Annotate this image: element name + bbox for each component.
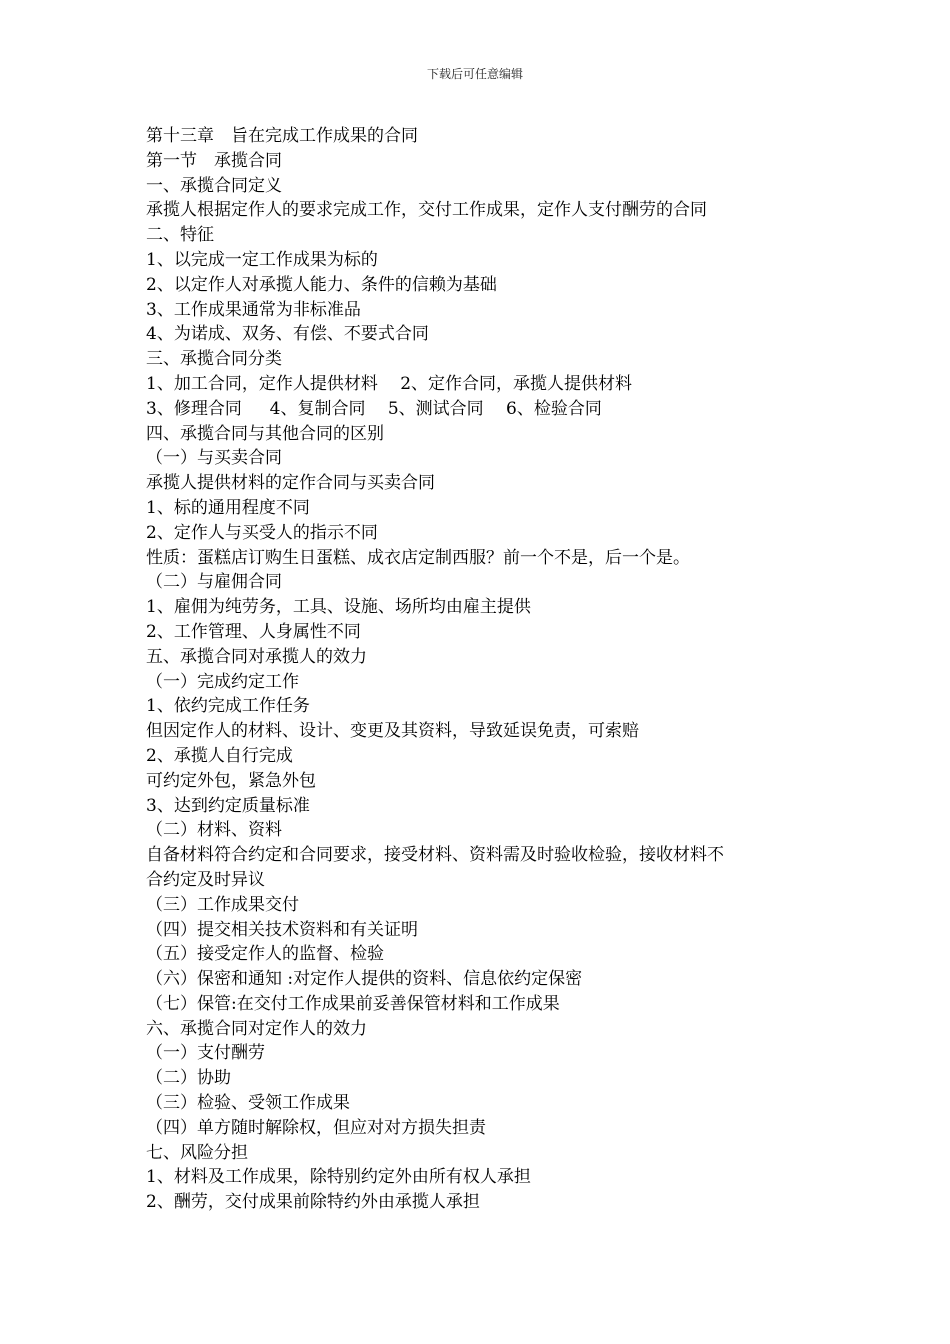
list-item: 1、依约完成工作任务	[146, 696, 310, 717]
list-item: 1、标的通用程度不同	[146, 497, 310, 518]
paragraph: 但因定作人的材料、设计、变更及其资料，导致延误免责，可索赔	[146, 721, 639, 742]
document-body	[146, 124, 806, 1215]
paragraph: 自备材料符合约定和合同要求，接受材料、资料需及时验收检验，接收材料不	[146, 845, 724, 866]
subheading: （四）单方随时解除权，但应对对方损失担责	[146, 1117, 486, 1138]
paragraph: 承揽人根据定作人的要求完成工作，交付工作成果，定作人支付酬劳的合同	[146, 200, 707, 221]
list-item: 3、达到约定质量标准	[146, 795, 310, 816]
heading: 六、承揽合同对定作人的效力	[146, 1018, 367, 1039]
paragraph-continuation: 合约定及时异议	[146, 869, 265, 890]
subheading: （五）接受定作人的监督、检验	[146, 944, 384, 965]
subheading: （一）完成约定工作	[146, 671, 299, 692]
subheading: （六）保密和通知 :对定作人提供的资料、信息依约定保密	[146, 969, 583, 990]
subheading: （二）协助	[146, 1068, 231, 1089]
paragraph: 承揽人提供材料的定作合同与买卖合同	[146, 473, 435, 494]
heading: 四、承揽合同与其他合同的区别	[146, 423, 384, 444]
list-item: 1、材料及工作成果，除特别约定外由所有权人承担	[146, 1167, 531, 1188]
heading: 一、承揽合同定义	[146, 175, 282, 196]
subheading: （七）保管:在交付工作成果前妥善保管材料和工作成果	[146, 993, 560, 1014]
list-item: 4、为诺成、双务、有偿、不要式合同	[146, 324, 429, 345]
heading: 七、风险分担	[146, 1142, 248, 1163]
list-item: 2、定作人与买受人的指示不同	[146, 522, 378, 543]
list-item: 2、酬劳，交付成果前除特约外由承揽人承担	[146, 1192, 480, 1213]
list-item: 2、以定作人对承揽人能力、条件的信赖为基础	[146, 274, 497, 295]
paragraph: 性质：蛋糕店订购生日蛋糕、成衣店定制西服？前一个不是，后一个是。	[146, 547, 690, 568]
list-item: 2、工作管理、人身属性不同	[146, 621, 361, 642]
list-item: 3、修理合同 4、复制合同 5、测试合同 6、检验合同	[146, 398, 602, 419]
subheading: （二）材料、资料	[146, 820, 282, 841]
heading: 五、承揽合同对承揽人的效力	[146, 646, 367, 667]
subheading: （一）与买卖合同	[146, 448, 282, 469]
page-header: 下载后可任意编辑	[426, 67, 523, 81]
heading: 二、特征	[146, 225, 214, 246]
list-item: 1、以完成一定工作成果为标的	[146, 249, 378, 270]
chapter-title: 第十三章 旨在完成工作成果的合同	[146, 126, 418, 146]
list-item: 2、承揽人自行完成	[146, 745, 293, 766]
subheading: （三）检验、受领工作成果	[146, 1093, 350, 1114]
subheading: （四）提交相关技术资料和有关证明	[146, 919, 418, 940]
list-item: 1、加工合同，定作人提供材料 2、定作合同，承揽人提供材料	[146, 373, 633, 394]
subheading: （三）工作成果交付	[146, 894, 299, 915]
heading: 三、承揽合同分类	[146, 349, 282, 370]
subheading: （一）支付酬劳	[146, 1043, 265, 1064]
section-title: 第一节 承揽合同	[146, 150, 282, 171]
subheading: （二）与雇佣合同	[146, 572, 282, 593]
list-item: 1、雇佣为纯劳务，工具、设施、场所均由雇主提供	[146, 597, 531, 618]
paragraph: 可约定外包，紧急外包	[146, 770, 316, 791]
list-item: 3、工作成果通常为非标准品	[146, 299, 361, 320]
